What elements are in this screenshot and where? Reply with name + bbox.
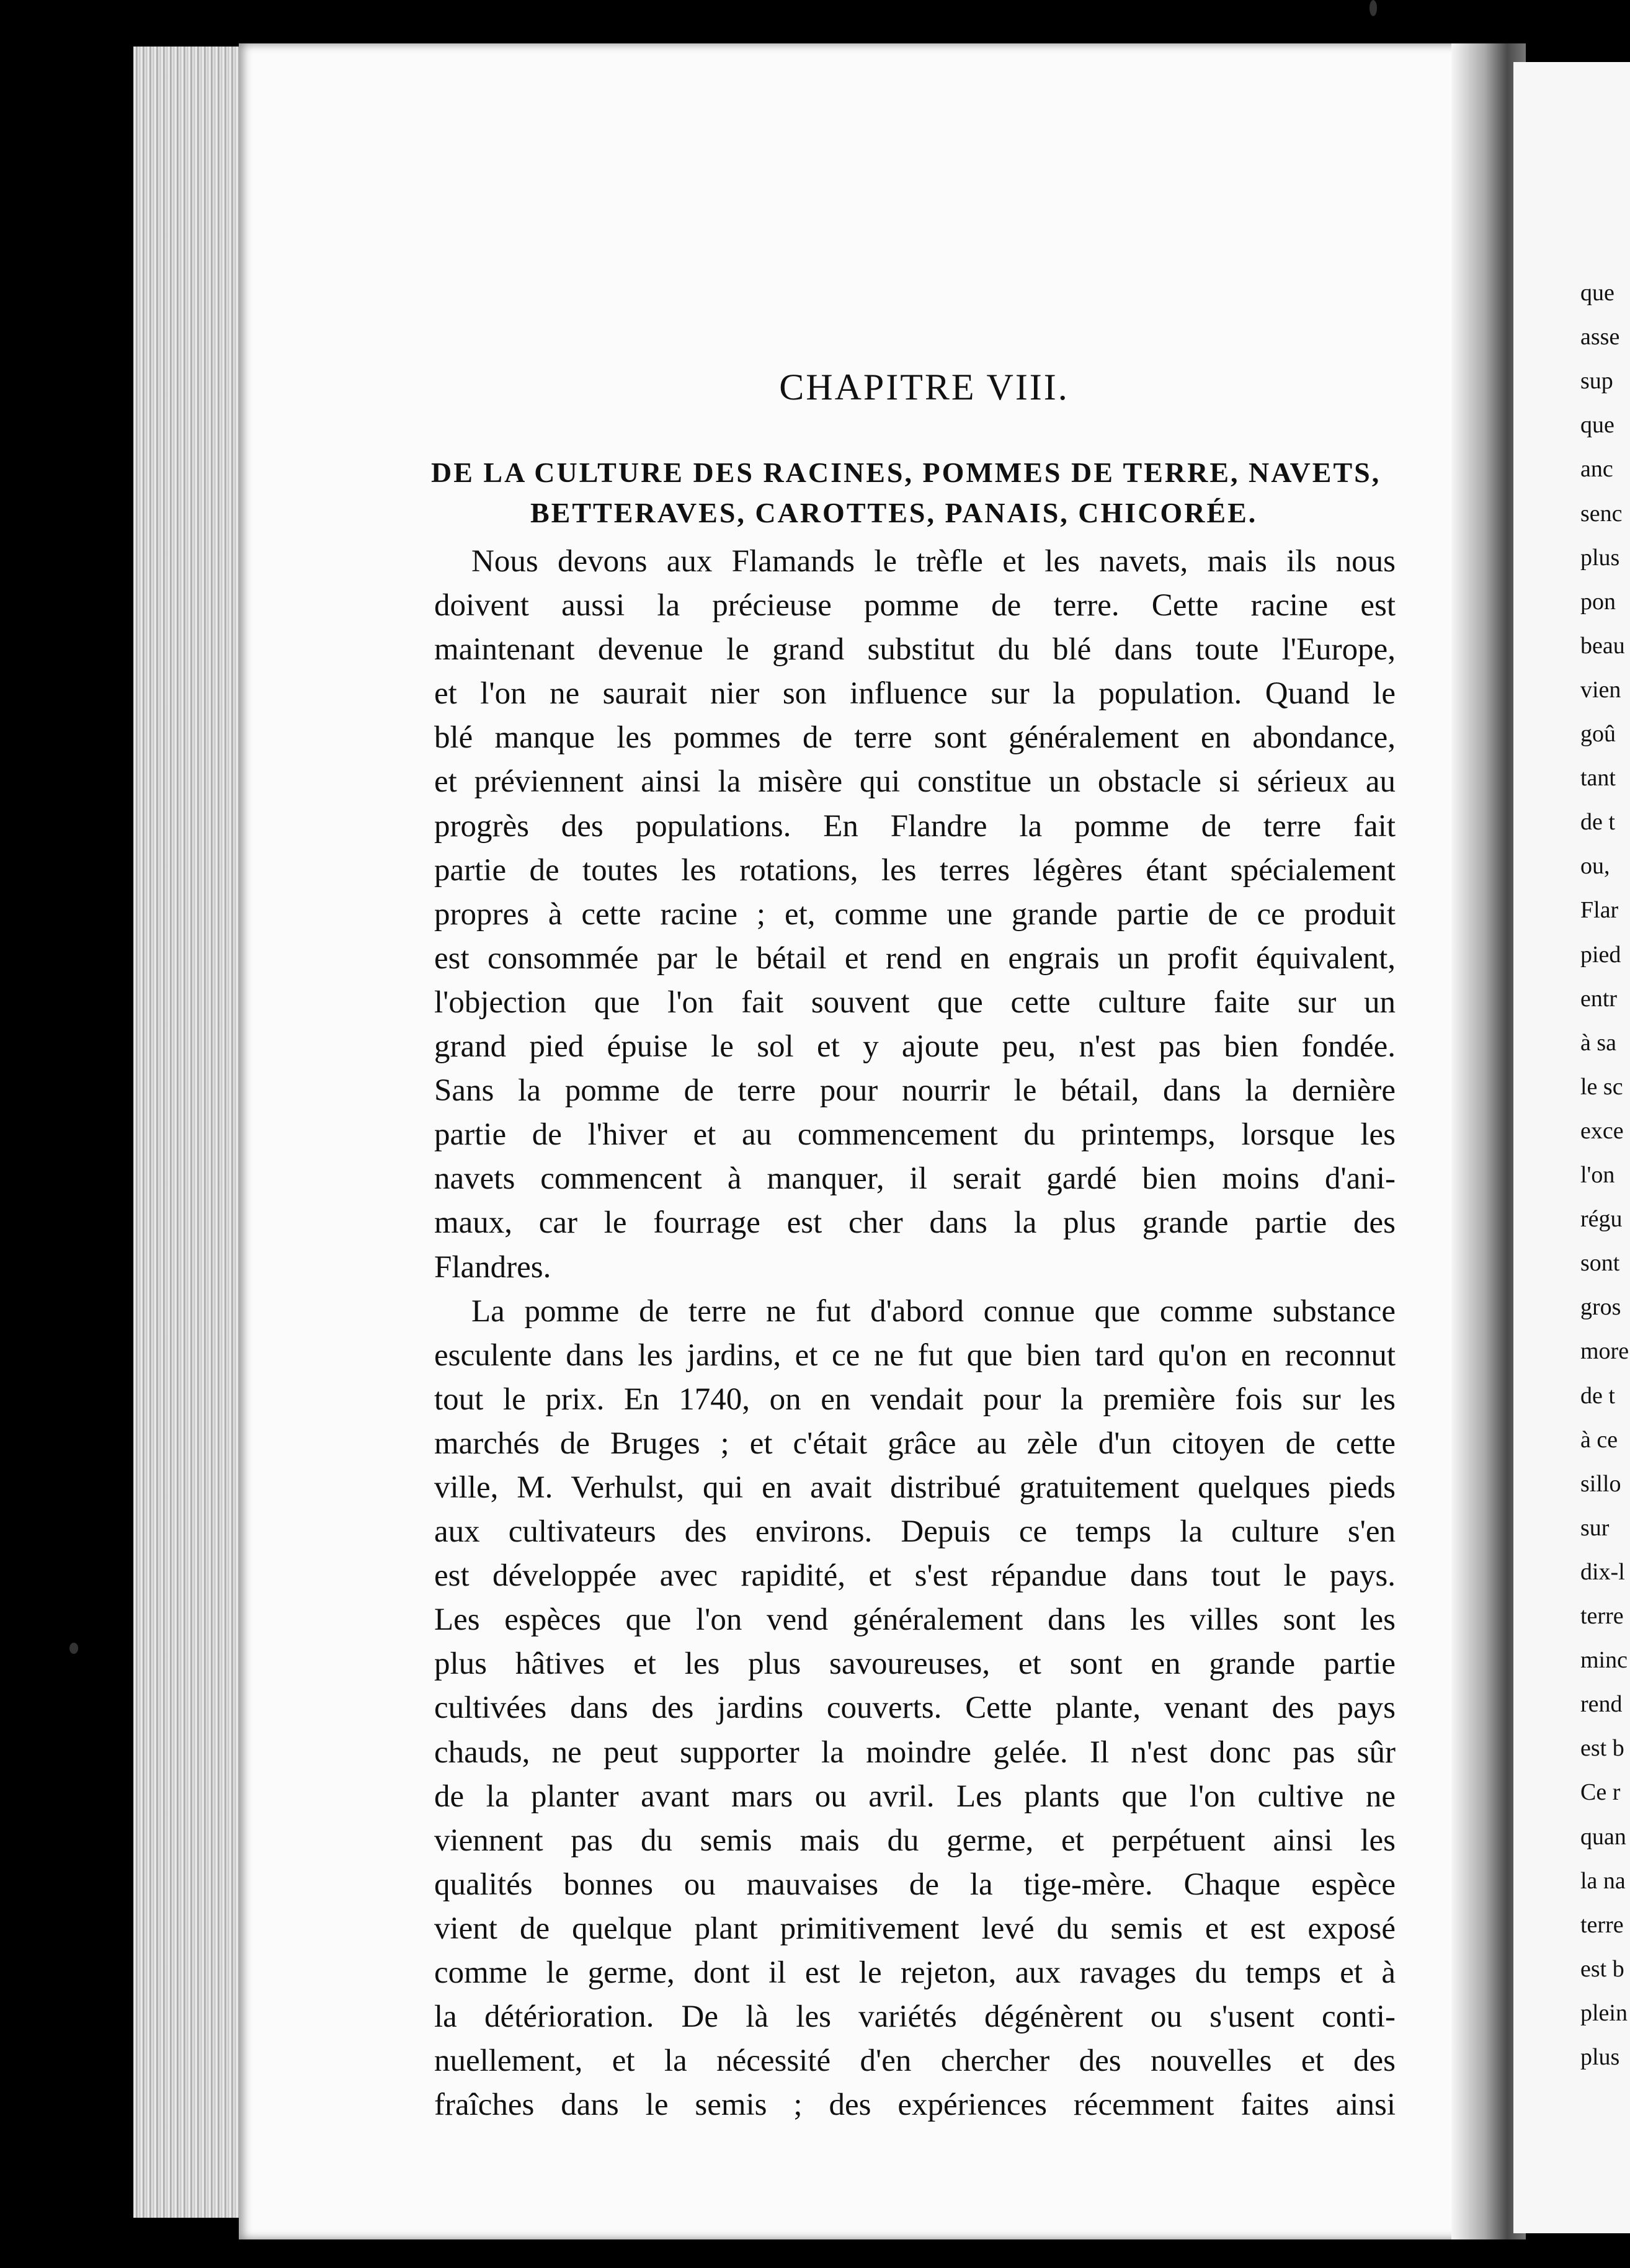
facing-page-line: dix-l [1580, 1558, 1625, 1585]
text-line: est développée avec rapidité, et s'est répandue dans tout le pays. [434, 1558, 1396, 1594]
text-line: et l'on ne saurait nier son influence sur la population. Quand le [434, 676, 1396, 712]
facing-page-line: sur [1580, 1514, 1610, 1541]
text-line: nuellement, et la nécessité d'en chercher des nouvelles et des [434, 2043, 1396, 2079]
text-line: partie de toutes les rotations, les terres légères étant spécialement [434, 852, 1396, 888]
facing-page-line: sont [1580, 1250, 1620, 1277]
text-line: La pomme de terre ne fut d'abord connue que comme substance [471, 1293, 1396, 1329]
facing-page-line: est b [1580, 1735, 1624, 1762]
text-line: blé manque les pommes de terre sont généralement en abondance, [434, 720, 1396, 756]
facing-page-line: de t [1580, 809, 1615, 836]
facing-page-line: de t [1580, 1382, 1615, 1409]
text-line: doivent aussi la précieuse pomme de terre. Cette racine est [434, 588, 1396, 623]
text-line: progrès des populations. En Flandre la pomme de terre fait [434, 808, 1396, 844]
facing-page-line: goû [1580, 721, 1616, 747]
facing-page-line: minc [1580, 1647, 1628, 1674]
text-line: de la planter avant mars ou avril. Les plants que l'on cultive ne [434, 1779, 1396, 1814]
facing-page-line: pied [1580, 941, 1621, 968]
facing-page-line: l'on [1580, 1162, 1615, 1188]
facing-page-line: tant [1580, 765, 1616, 792]
text-line: Flandres. [434, 1249, 551, 1285]
facing-page-line: beau [1580, 632, 1625, 659]
chapter-subtitle-line-1: DE LA CULTURE DES RACINES, POMMES DE TERRE, NAVETS, [431, 457, 1381, 488]
facing-page-line: que [1580, 280, 1614, 306]
facing-page-line: terre [1580, 1603, 1624, 1629]
facing-page-line: senc [1580, 500, 1623, 527]
facing-page-line: exce [1580, 1117, 1624, 1144]
body-text [434, 540, 1396, 2127]
text-line: comme le germe, dont il est le rejeton, aux ravages du temps et à [434, 1955, 1396, 1990]
facing-page-line: la na [1580, 1867, 1626, 1894]
facing-page-line: ou, [1580, 853, 1610, 880]
text-line: propres à cette racine ; et, comme une grande partie de ce produit [434, 896, 1396, 932]
facing-page-line: sup [1580, 368, 1613, 395]
text-line: qualités bonnes ou mauvaises de la tige-mère. Chaque espèce [434, 1867, 1396, 1902]
text-line: la détérioration. De là les variétés dégénèrent ou s'usent conti- [434, 1999, 1396, 2035]
facing-page-line: Ce r [1580, 1779, 1621, 1806]
facing-page-line: gros [1580, 1294, 1621, 1321]
scan-speck [1369, 0, 1377, 16]
chapter-subtitle-line-2: BETTERAVES, CAROTTES, PANAIS, CHICORÉE. [530, 497, 1258, 529]
text-line: aux cultivateurs des environs. Depuis ce temps la culture s'en [434, 1514, 1396, 1550]
facing-page-line: plus [1580, 2044, 1620, 2070]
text-line: Sans la pomme de terre pour nourrir le bétail, dans la dernière [434, 1073, 1396, 1109]
text-line: l'objection que l'on fait souvent que cette culture faite sur un [434, 984, 1396, 1020]
text-line: plus hâtives et les plus savoureuses, et sont en grande partie [434, 1646, 1396, 1682]
scan-speck [69, 1643, 78, 1654]
text-line: chauds, ne peut supporter la moindre gelée. Il n'est donc pas sûr [434, 1734, 1396, 1770]
text-line: et préviennent ainsi la misère qui constitue un obstacle si sérieux au [434, 764, 1396, 800]
text-line: cultivées dans des jardins couverts. Cette plante, venant des pays [434, 1690, 1396, 1726]
facing-page-line: sillo [1580, 1470, 1621, 1497]
facing-page-line: vien [1580, 676, 1621, 703]
facing-page-line: que [1580, 412, 1614, 439]
facing-page-line: est b [1580, 1955, 1624, 1982]
facing-page-line: rend [1580, 1691, 1623, 1718]
text-line: navets commencent à manquer, il serait gardé bien moins d'ani- [434, 1161, 1396, 1197]
text-line: tout le prix. En 1740, on en vendait pour la première fois sur les [434, 1382, 1396, 1417]
text-line: partie de l'hiver et au commencement du printemps, lorsque les [434, 1117, 1396, 1153]
facing-page-line: à ce [1580, 1426, 1618, 1453]
facing-page-line: Flar [1580, 897, 1619, 924]
facing-page-line: asse [1580, 324, 1620, 350]
text-line: viennent pas du semis mais du germe, et perpétuent ainsi les [434, 1823, 1396, 1858]
facing-page-line: le sc [1580, 1073, 1623, 1100]
facing-page-line: à sa [1580, 1029, 1617, 1056]
text-line: est consommée par le bétail et rend en engrais un profit équivalent, [434, 940, 1396, 976]
text-line: Les espèces que l'on vend généralement dans les villes sont les [434, 1602, 1396, 1638]
text-line: maux, car le fourrage est cher dans la plus grande partie des [434, 1205, 1396, 1241]
text-line: grand pied épuise le sol et y ajoute peu, n'est pas bien fondée. [434, 1029, 1396, 1065]
chapter-title: CHAPITRE VIII. [779, 367, 1069, 408]
text-line: ville, M. Verhulst, qui en avait distribué gratuitement quelques pieds [434, 1470, 1396, 1505]
text-line: fraîches dans le semis ; des expériences récemment faites ainsi [434, 2087, 1396, 2123]
text-line: marchés de Bruges ; et c'était grâce au zèle d'un citoyen de cette [434, 1426, 1396, 1461]
facing-page-line: anc [1580, 456, 1613, 483]
facing-page-line: quan [1580, 1823, 1626, 1850]
text-line: esculente dans les jardins, et ce ne fut que bien tard qu'on en reconnut [434, 1337, 1396, 1373]
facing-page-line: terre [1580, 1911, 1624, 1938]
facing-page-line: plus [1580, 544, 1620, 571]
facing-page-line: pon [1580, 588, 1616, 615]
facing-page-line: plein [1580, 1999, 1628, 2026]
facing-page-line: more [1580, 1338, 1629, 1365]
facing-page-line: régu [1580, 1206, 1623, 1233]
facing-page-line: entr [1580, 985, 1618, 1012]
text-line: vient de quelque plant primitivement levé du semis et est exposé [434, 1911, 1396, 1946]
text-line: Nous devons aux Flamands le trèfle et les navets, mais ils nous [471, 544, 1396, 579]
text-line: maintenant devenue le grand substitut du blé dans toute l'Europe, [434, 632, 1396, 667]
